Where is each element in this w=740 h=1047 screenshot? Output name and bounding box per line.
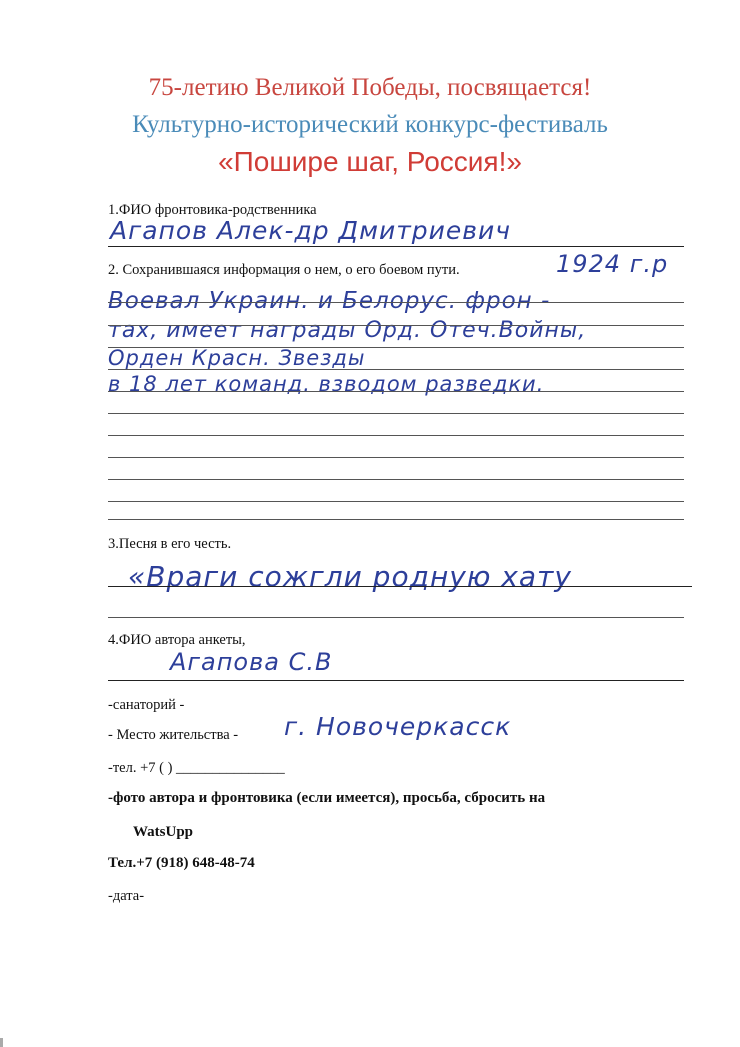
q3-label: 3.Песня в его честь. [108,536,232,552]
q2-line-9 [108,479,684,480]
date-label: -дата- [108,888,145,904]
q2-label: 2. Сохранившаяся информация о нем, о его боевом пути. [108,262,460,278]
q2-line-5 [108,391,684,392]
photo-note: -фото автора и фронтовика (если имеется), просьба, сбросить на [108,790,546,806]
q2-line-8 [108,457,684,458]
motto-title: «Пошире шаг, Россия!» [218,146,522,177]
q1-label: 1.ФИО фронтовика-родственника [108,202,317,218]
q2-line-3 [108,347,684,348]
dedication-title: 75-летию Великой Победы, посвящается! [148,74,592,101]
q2-line-11 [108,519,684,520]
q3-handwritten-answer: «Враги сожгли родную хату [128,560,572,593]
sanatorium-label: -санаторий - [108,697,185,713]
q2-birth-year: 1924 г.р [556,250,669,278]
contest-title: Культурно-исторический конкурс-фестиваль [132,111,608,138]
residence-label: - Место жительства - [108,727,239,743]
q2-answer-line-1: Воевал Украин. и Белорус. фрон - [108,288,551,314]
scan-edge-mark [0,1038,3,1047]
q2-line-10 [108,501,684,502]
q2-answer-line-4: в 18 лет команд. взводом разведки. [108,372,545,396]
q2-line-2 [108,325,684,326]
q2-line-1 [108,302,684,303]
q3-answer-line [108,586,692,587]
q4-handwritten-answer: Агапова С.В [170,648,333,676]
q2-answer-line-3: Орден Красн. Звезды [108,346,366,370]
q2-line-6 [108,413,684,414]
q4-answer-line [108,680,684,681]
q2-line-4 [108,369,684,370]
q1-answer-line [108,246,684,247]
residence-handwritten-answer: г. Новочеркасск [284,712,512,741]
contact-phone: Тел.+7 (918) 648-48-74 [108,855,255,871]
q2-line-7 [108,435,684,436]
q3-line-2 [108,617,684,618]
q1-handwritten-answer: Агапов Алек-др Дмитриевич [110,216,512,245]
q2-answer-line-2: тах, имеет награды Орд. Отеч.Войны, [108,318,587,343]
messenger-name: WatsUpp [133,824,194,840]
phone-label: -тел. +7 ( ) _______________ [108,760,285,776]
q4-label: 4.ФИО автора анкеты, [108,632,246,648]
